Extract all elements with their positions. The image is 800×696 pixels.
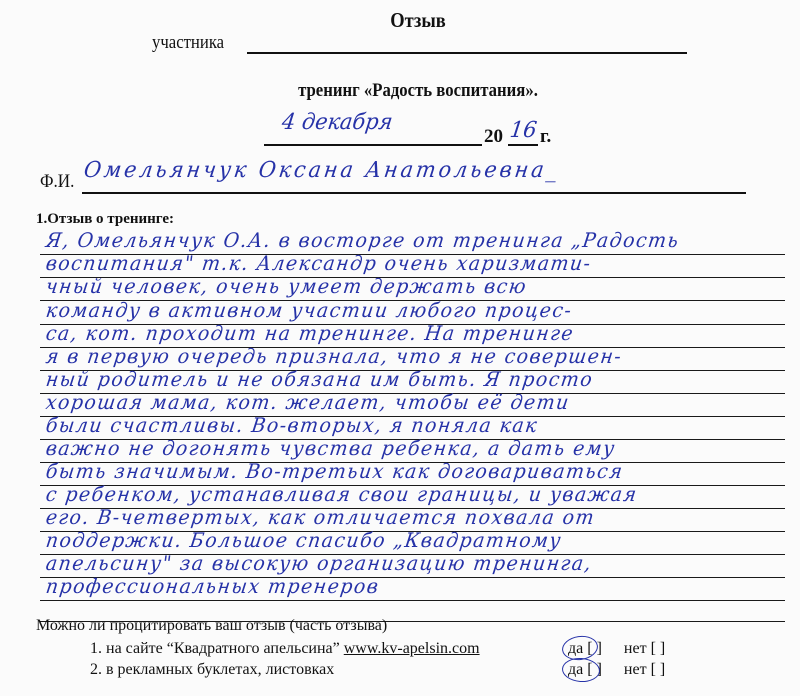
year-handwritten: 16	[508, 118, 539, 143]
review-text-line: с ребенком, устанавливая свои границы, и уважая	[44, 482, 640, 506]
date-handwritten: 4 декабря	[280, 110, 395, 135]
review-text-line: быть значимым. Во-третьих как договариваться	[44, 459, 626, 483]
no-checkbox[interactable]: нет [ ]	[623, 640, 666, 657]
review-text-line: чный человек, очень умеет держать всю	[44, 274, 529, 298]
review-text-line: важно не догонять чувства ребенка, а дать ему	[44, 436, 618, 460]
review-text-line: я в первую очередь признала, что я не совершен-	[44, 344, 624, 368]
website-link[interactable]: www.kv-apelsin.com	[343, 640, 480, 657]
yes-checkbox[interactable]: да [ ]	[568, 640, 602, 657]
year-suffix: г.	[540, 126, 552, 147]
review-text-line: его. В-четвертых, как отличается похвала от	[44, 505, 597, 529]
review-text-line: поддержки. Большое спасибо „Квадратному	[44, 528, 564, 552]
year-field-line[interactable]	[508, 144, 538, 146]
review-text-line: ный родитель и не обязана им быть. Я просто	[44, 367, 595, 391]
ruled-line	[40, 600, 785, 601]
review-text-line: были счастливы. Во-вторых, я поняла как	[44, 413, 540, 437]
fio-field-line[interactable]	[82, 192, 746, 194]
review-text-line: Я, Омельянчук О.А. в восторге от тренинга „Радость	[44, 228, 682, 252]
yes-checkbox[interactable]: да [ ]	[568, 661, 602, 678]
quote-option-label: 1. на сайте “Квадратного апельсина”	[90, 640, 340, 657]
review-text-line: профессиональных тренеров	[44, 574, 382, 598]
quote-option-label: 2. в рекламных буклетах, листовках	[90, 661, 335, 678]
fio-label: Ф.И.	[40, 171, 75, 192]
training-title: тренинг «Радость воспитания».	[298, 80, 538, 101]
year-prefix: 20	[484, 126, 503, 147]
quote-option-website	[90, 640, 480, 658]
no-checkbox[interactable]: нет [ ]	[623, 661, 666, 678]
review-text-line: хорошая мама, кот. желает, чтобы её дети	[44, 390, 572, 414]
date-field-line[interactable]	[264, 144, 482, 146]
review-text-line: команду в активном участии любого процес-	[44, 298, 575, 322]
fio-handwritten: Омельянчук Оксана Анатольевна_	[82, 158, 562, 183]
page-title: Отзыв	[390, 8, 446, 32]
section-title-review: 1.Отзыв о тренинге:	[36, 211, 175, 227]
quote-option-booklets	[90, 661, 334, 679]
review-text-line: апельсину" за высокую организацию тренинга,	[44, 551, 594, 575]
participant-label: участника	[152, 32, 225, 53]
review-text-line: са, кот. проходит на тренинге. На тренинге	[44, 321, 576, 345]
quote-question: Можно ли процитировать ваш отзыв (часть отзыва)	[36, 617, 388, 634]
review-text-line: воспитания" т.к. Александр очень харизмати-	[44, 251, 594, 275]
participant-field-line[interactable]	[247, 52, 687, 54]
